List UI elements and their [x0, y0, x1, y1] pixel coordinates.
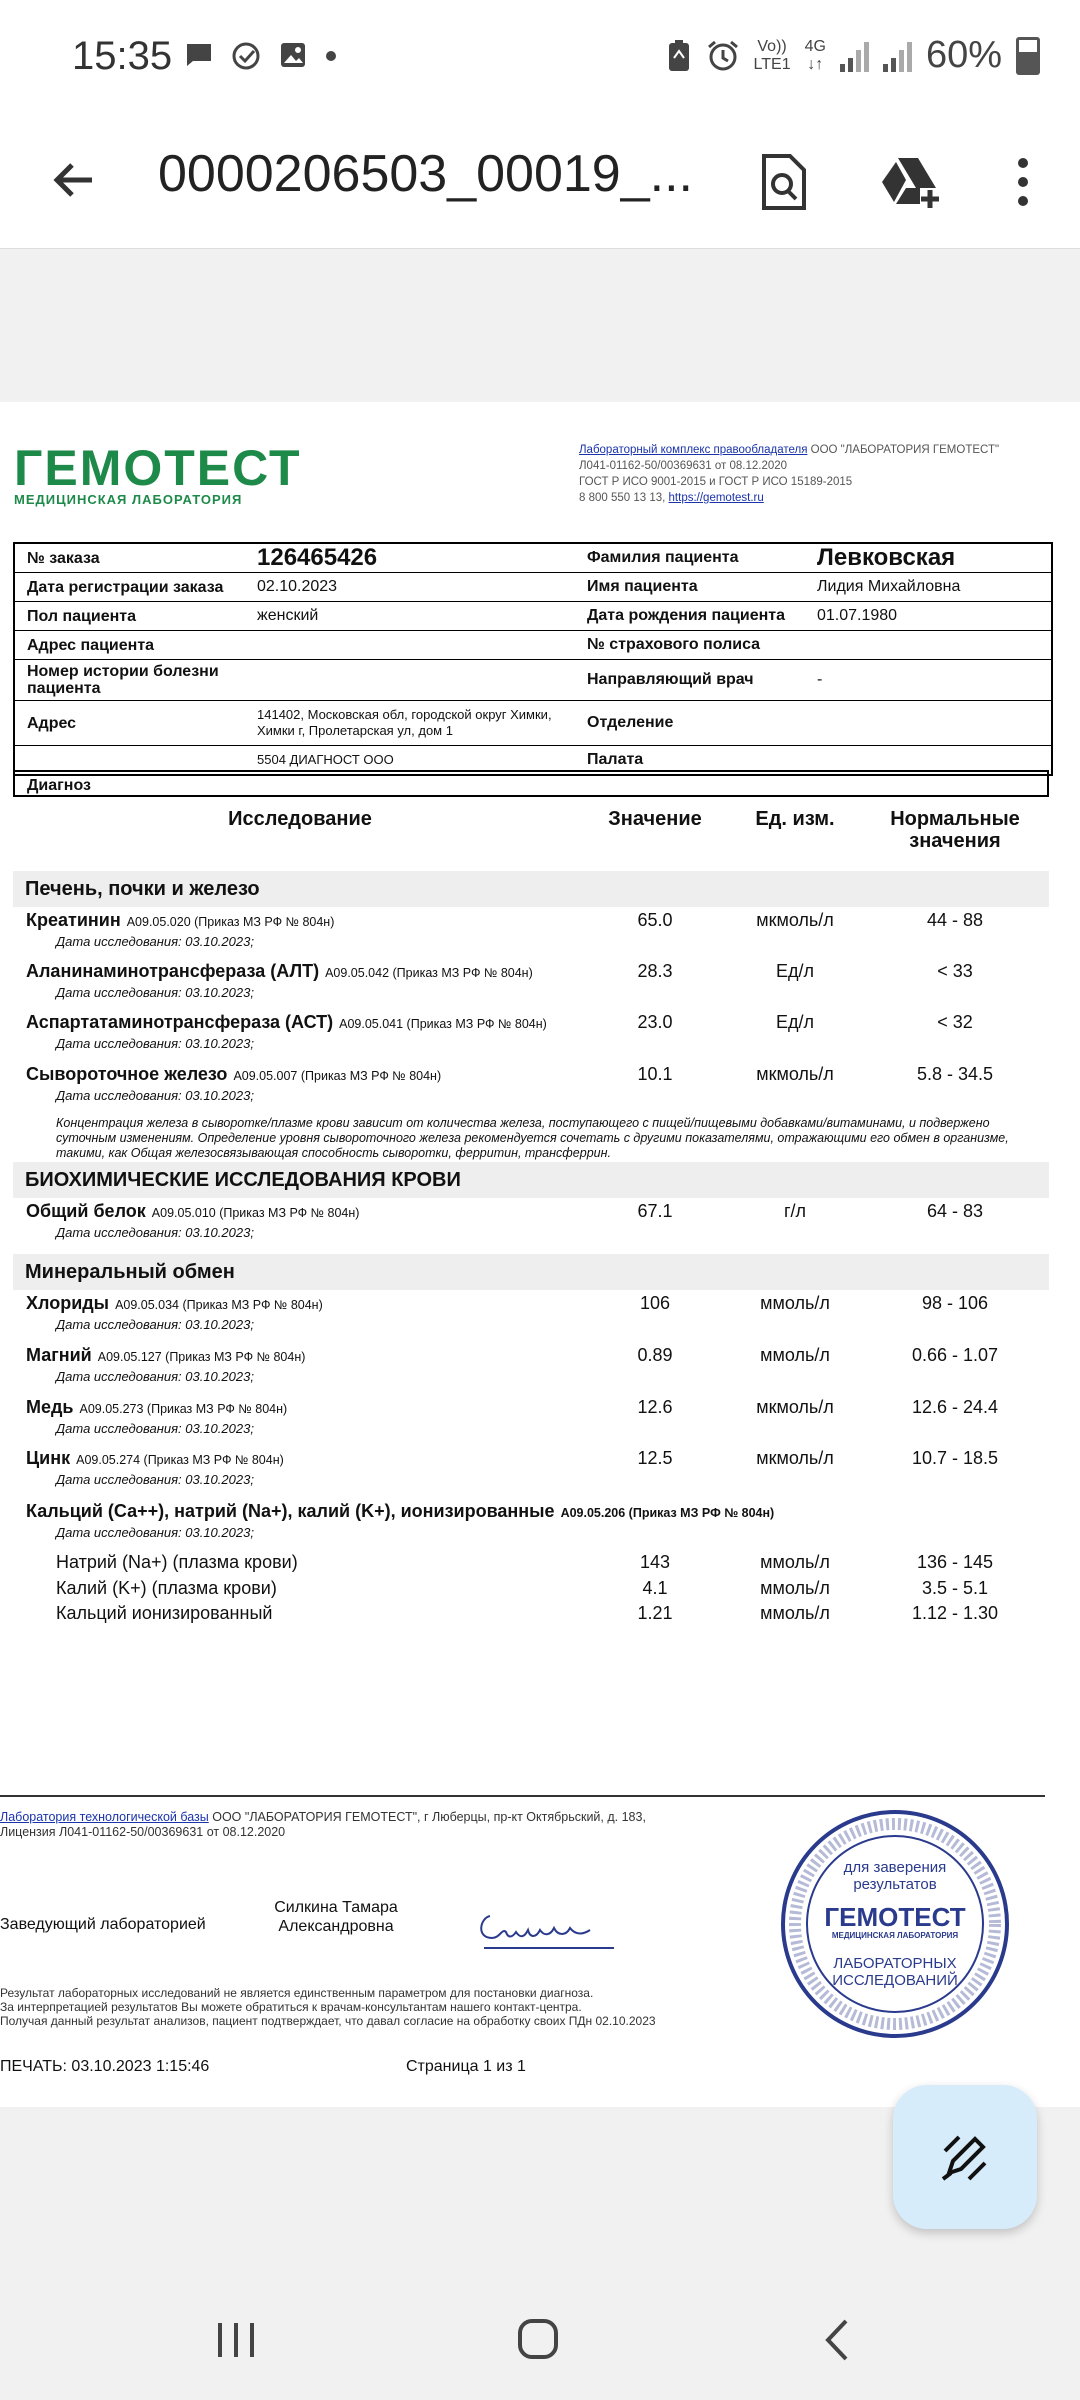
diagnosis-row: Диагноз: [13, 770, 1049, 797]
status-right: [666, 34, 1040, 77]
drive-add-icon: [878, 154, 942, 210]
search-document-button[interactable]: [744, 142, 824, 222]
back-button[interactable]: [44, 150, 104, 210]
dot-icon: [324, 40, 338, 70]
home-icon[interactable]: [508, 2315, 568, 2365]
more-options-button[interactable]: [983, 142, 1063, 222]
head-name: Силкина Тамара Александровна: [274, 1899, 398, 1935]
edit-fab-button[interactable]: [893, 2085, 1037, 2229]
header-unit: Ед. изм.: [755, 808, 835, 830]
print-date: ПЕЧАТЬ: 03.10.2023 1:15:46: [0, 2058, 210, 2075]
header-value: Значение: [608, 808, 702, 830]
status-bar: [0, 0, 1080, 120]
head-label: Заведующий лабораторией: [0, 1916, 206, 1933]
recents-icon[interactable]: [206, 2315, 266, 2365]
section-liver: Печень, почки и железо: [13, 871, 1049, 907]
patient-table: № заказа 126465426 Фамилия пациента Левковская Дата регистрации заказа 02.10.2023 Имя пациента Лидия Михайловна Пол пациента женский Дата рождения пациента 01.07.1980 Адрес пациента № страхового полиса Номер истории болезни пациента Направляющий врач - Адрес 141402, Московская обл, городской округ Химки, Химки г, Пролетарская ул, дом 1 Отделение 5504 ДИАГНОСТ ООО Палата: [13, 542, 1053, 776]
lab-logo: ГЕМОТЕСТ МЕДИЦИНСКАЯ ЛАБОРАТОРИЯ: [14, 440, 302, 507]
app-bar: [0, 120, 1080, 249]
more-vert-icon: [1016, 156, 1030, 208]
back-arrow-icon: [44, 150, 104, 210]
signal-icon: [840, 40, 869, 72]
lab-stamp: для заверения результатов ГЕМОТЕСТ МЕДИЦИНСКАЯ ЛАБОРАТОРИЯ ЛАБОРАТОРНЫХ ИССЛЕДОВАНИЙ: [778, 1807, 1012, 2041]
lab-info: Лабораторный комплекс правообладателя ООО "ЛАБОРАТОРИЯ ГЕМОТЕСТ" Л041-01162-50/00369631 от 08.12.2020 ГОСТ Р ИСО 9001-2015 и ГОСТ Р ИСО 15189-2015 8 800 550 13 13, https://gemotest.ru: [579, 444, 1000, 504]
order-number: 126465426: [257, 544, 378, 571]
battery-saver-icon: [666, 39, 692, 73]
site-link[interactable]: https://gemotest.ru: [668, 492, 764, 504]
page-number: Страница 1 из 1: [406, 2058, 526, 2075]
message-icon: [184, 40, 214, 70]
disclaimer: Результат лабораторных исследований не является единственным параметром для постановки диагноза. За интерпретацией результатов Вы можете обратиться к врачам-консультантам нашего контакт-центра. Получая данный результат анализов, пациент подтверждает, что давал согласие на обработку своих ПДн 02.10.2023: [0, 1986, 656, 2028]
check-circle-icon: [230, 40, 262, 72]
search-document-icon: [758, 153, 810, 211]
image-icon: [278, 40, 308, 70]
base-lab-info: Лаборатория технологической базы ООО "ЛАБОРАТОРИЯ ГЕМОТЕСТ", г Люберцы, пр-кт Октябрьский, д. 183, Лицензия Л041-01162-50/00369631 от 08.12.2020: [0, 1810, 646, 1839]
document-title: 0000206503_00019_...: [158, 145, 693, 203]
battery-percent: 60%: [925, 34, 1002, 76]
battery-icon: [1016, 37, 1040, 75]
patient-surname: Левковская: [817, 544, 956, 571]
notification-icons: [184, 40, 338, 72]
header-norm: Нормальные значения: [890, 808, 1020, 852]
signature: [476, 1904, 622, 1956]
signal-2-icon: [883, 40, 912, 72]
lab-complex-link[interactable]: Лабораторный комплекс правообладателя: [579, 444, 808, 456]
nav-back-icon[interactable]: [810, 2315, 870, 2365]
edit-pen-icon: [935, 2127, 995, 2187]
system-nav-bar: [0, 2275, 1080, 2400]
section-minerals: Минеральный обмен: [13, 1254, 1049, 1290]
base-lab-link[interactable]: Лаборатория технологической базы: [0, 1810, 209, 1824]
footer-divider: [0, 1795, 1045, 1797]
document-page: ГЕМОТЕСТ МЕДИЦИНСКАЯ ЛАБОРАТОРИЯ Лабораторный комплекс правообладателя ООО "ЛАБОРАТОРИЯ ГЕМОТЕСТ" Л041-01162-50/00369631 от 08.12.2020 ГОСТ Р ИСО 9001-2015 и ГОСТ Р ИСО 15189-2015 8 800 550 13 13, https://gemotest.ru № заказа 126465426 Фамилия пациента Левковская Дата регистрации заказа 02.10.2023 Имя пациента Лидия Михайловна Пол пациента женский Дата рождения пациента 01.07.1980 Адрес пациента № страхового полиса Номер истории болезни пациента Направляющий врач - Адрес 141402, Московская обл, городской округ Химки, Химки г, Пролетарская ул, дом 1 Отделение 5504 ДИАГНОСТ ООО Палата Диагноз Исследование Значение Ед. изм. Нормальные значения Печень, почки и железо Креатинин A09.05.020 (Приказ МЗ РФ № 804н) Дата исследования: 03.10.2023; 65.0 мкмоль/л 44 - 88 Аланинаминотрансфераза (АЛТ) A09.05.042 (Приказ МЗ РФ № 804н) Дата исследования: 03.10.2023; 28.3 Ед/л < 33 Аспартатаминотрансфераза (АСТ) A09.05.041 (Приказ МЗ РФ № 804н) Дата исследования: 03.10.2023; 23.0 Ед/л < 32 Сывороточное железо A09.05.007 (Приказ МЗ РФ № 804н) Дата исследования: 03.10.2023; 10.1 мкмоль/л 5.8 - 34.5 Концентрация железа в сыворотке/плазме крови зависит от количества железа, поступающего с пищей/пищевыми добавками/витаминами, и подвержено суточным изменениям. Определение уровня сывороточного железа рекомендуется сочетать с другими показателями, отражающими его обмен в организме, такими, как Общая железосвязывающая способность сыворотки, ферритин, трансферрин. БИОХИМИЧЕСКИЕ ИССЛЕДОВАНИЯ КРОВИ Общий белок A09.05.010 (Приказ МЗ РФ № 804н) Дата исследования: 03.10.2023; 67.1 г/л 64 - 83 Минеральный обмен Хлориды A09.05.034 (Приказ МЗ РФ № 804н) Дата исследования: 03.10.2023; 106 ммоль/л 98 - 106 Магний A09.05.127 (Приказ МЗ РФ № 804н) Дата исследования: 03.10.2023; 0.89 ммоль/л 0.66 - 1.07 Медь A09.05.273 (Приказ МЗ РФ № 804н) Дата исследования: 03.10.2023; 12.6 мкмоль/л 12.6 - 24.4 Цинк A09.05.274 (Приказ МЗ РФ № 804н) Дата исследования: 03.10.2023; 12.5 мкмоль/л 10.7 - 18.5 Кальций (Са++), натрий (Na+), калий (K+), ионизированные A09.05.206 (Приказ МЗ РФ № 804н) Дата исследования: 03.10.2023; Натрий (Na+) (плазма крови) 143 ммоль/л 136 - 145 Калий (K+) (плазма крови) 4.1 ммоль/л 3.5 - 5.1 Кальций ионизированный 1.21 ммоль/л 1.12 - 1.30 Лаборатория технологической базы ООО "ЛАБОРАТОРИЯ ГЕМОТЕСТ", г Люберцы, пр-кт Октябрьский, д. 183, Лицензия Л041-01162-50/00369631 от 08.12.2020 Заведующий лабораторией Силкина Тамара Александровна Результат лабораторных исследований не является единственным параметром для постановки диагноза. За интерпретацией результатов Вы можете обратиться к врачам-консультантам нашего контакт-центра. Получая данный результат анализов, пациент подтверждает, что давал согласие на обработку своих ПДн 02.10.2023 ПЕЧАТЬ: 03.10.2023 1:15:46 Страница 1 из 1 для заверения результатов ГЕМОТЕСТ МЕДИЦИНСКАЯ ЛАБОРАТОРИЯ ЛАБОРАТОРНЫХ ИССЛЕДОВАНИЙ: [0, 402, 1080, 2107]
alarm-icon: [706, 39, 740, 73]
volte-indicator: Vo)) LTE1: [753, 37, 791, 73]
iron-note: Концентрация железа в сыворотке/плазме крови зависит от количества железа, поступающего с пищей/пищевыми добавками/витаминами, и подвержено суточным изменениям. Определение уровня сывороточного железа рекомендуется сочетать с другими показателями, отражающими его обмен в организме, такими, как Общая железосвязывающая способность сыворотки, ферритин, трансферрин.: [56, 1116, 1009, 1160]
status-time: 15:35: [72, 34, 173, 78]
header-test: Исследование: [228, 808, 372, 830]
add-to-drive-button[interactable]: [870, 142, 950, 222]
network-gen: 4G ↓↑: [804, 37, 826, 73]
section-biochem: БИОХИМИЧЕСКИЕ ИССЛЕДОВАНИЯ КРОВИ: [13, 1162, 1049, 1198]
